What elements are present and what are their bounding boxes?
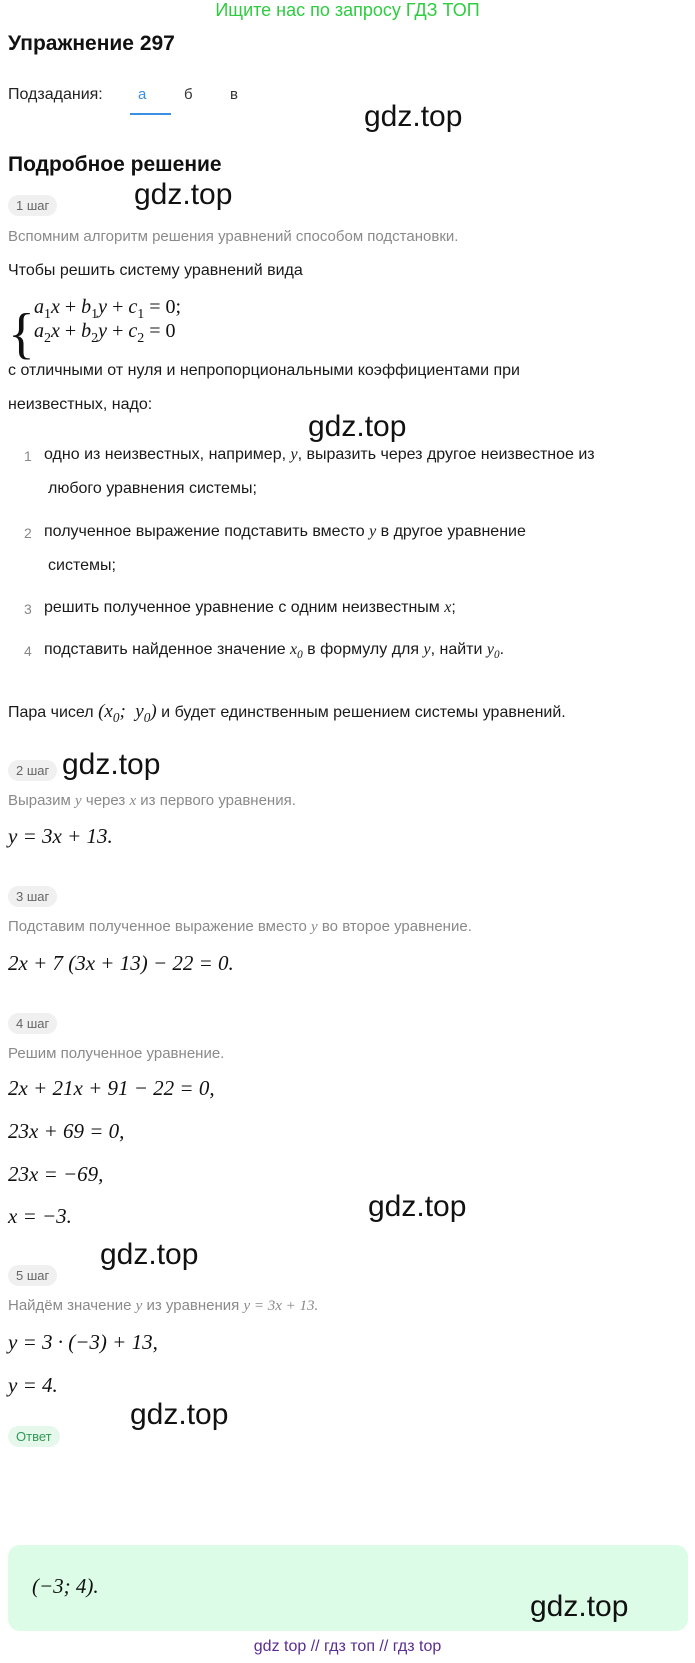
tab-b[interactable]: б — [184, 86, 193, 103]
section-title: Подробное решение — [8, 153, 222, 176]
list-number: 4 — [24, 643, 32, 659]
equation: 2x + 7 (3x + 13) − 22 = 0. — [8, 951, 234, 975]
step-text: неизвестных, надо: — [8, 396, 153, 413]
list-item: подставить найденное значение $x_0$ в формулу для y, найти $y_0$. — [44, 641, 505, 662]
system-brace: { — [8, 303, 35, 365]
watermark: gdz.top — [62, 748, 161, 781]
step-hint: Подставим полученное выражение вместо y во второе уравнение. — [8, 918, 472, 935]
equation: y = 3x + 13. — [8, 824, 113, 848]
step-badge: 1 шаг — [8, 195, 57, 216]
watermark: gdz.top — [100, 1238, 199, 1271]
watermark: gdz.top — [130, 1398, 229, 1431]
step-hint: Решим полученное уравнение. — [8, 1045, 225, 1062]
step-text: с отличными от нуля и непропорциональными коэффициентами при — [8, 362, 520, 379]
step-badge: 3 шаг — [8, 886, 57, 907]
tab-v[interactable]: в — [230, 86, 238, 103]
footer-links[interactable]: gdz top // гдз топ // гдз top — [253, 1638, 442, 1655]
equation: y = 4. — [8, 1373, 58, 1397]
equation: x = −3. — [8, 1204, 72, 1228]
equation: 23x = −69, — [8, 1162, 104, 1186]
list-number: 2 — [24, 525, 32, 541]
watermark: gdz.top — [134, 178, 233, 211]
step-text: Чтобы решить систему уравнений вида — [8, 262, 303, 279]
list-item-cont: любого уравнения системы; — [48, 480, 257, 497]
list-item: полученное выражение подставить вместо y в другое уравнение — [44, 523, 526, 540]
tab-a[interactable]: а — [138, 86, 147, 103]
equation: 23x + 69 = 0, — [8, 1119, 125, 1143]
answer-value: (−3; 4). — [32, 1574, 99, 1598]
list-item: одно из неизвестных, например, y, выразить через другое неизвестное из — [44, 446, 595, 463]
system-equation-1: $a_1x + b_1y + c_1 = 0$; — [34, 296, 182, 322]
list-number: 1 — [24, 448, 32, 464]
watermark: gdz.top — [530, 1590, 629, 1623]
step-badge: 2 шаг — [8, 760, 57, 781]
watermark: gdz.top — [368, 1190, 467, 1223]
list-item-cont: системы; — [48, 557, 116, 574]
list-item: решить полученное уравнение с одним неизвестным x; — [44, 599, 456, 616]
promo-banner[interactable]: Ищите нас по запросу ГДЗ ТОП — [215, 0, 480, 20]
step-badge: 4 шаг — [8, 1013, 57, 1034]
list-number: 3 — [24, 601, 32, 617]
answer-badge: Ответ — [8, 1426, 60, 1447]
active-tab-indicator — [130, 113, 171, 115]
step-hint: Вспомним алгоритм решения уравнений способом подстановки. — [8, 228, 459, 245]
subtasks-label: Подзадания: — [8, 86, 103, 103]
step-hint: Найдём значение y из уравнения y = 3x + 13. — [8, 1297, 319, 1314]
watermark: gdz.top — [364, 100, 463, 133]
equation: y = 3 · (−3) + 13, — [8, 1330, 158, 1354]
step-hint: Выразим y через x из первого уравнения. — [8, 792, 296, 809]
equation: 2x + 21x + 91 − 22 = 0, — [8, 1076, 215, 1100]
step-badge: 5 шаг — [8, 1265, 57, 1286]
system-equation-2: $a_2x + b_2y + c_2 = 0$ — [34, 320, 176, 346]
page-title: Упражнение 297 — [8, 32, 175, 55]
watermark: gdz.top — [308, 410, 407, 443]
step-text: Пара чисел ($x_0$; $y_0$) и будет единственным решением системы уравнений. — [8, 701, 566, 725]
